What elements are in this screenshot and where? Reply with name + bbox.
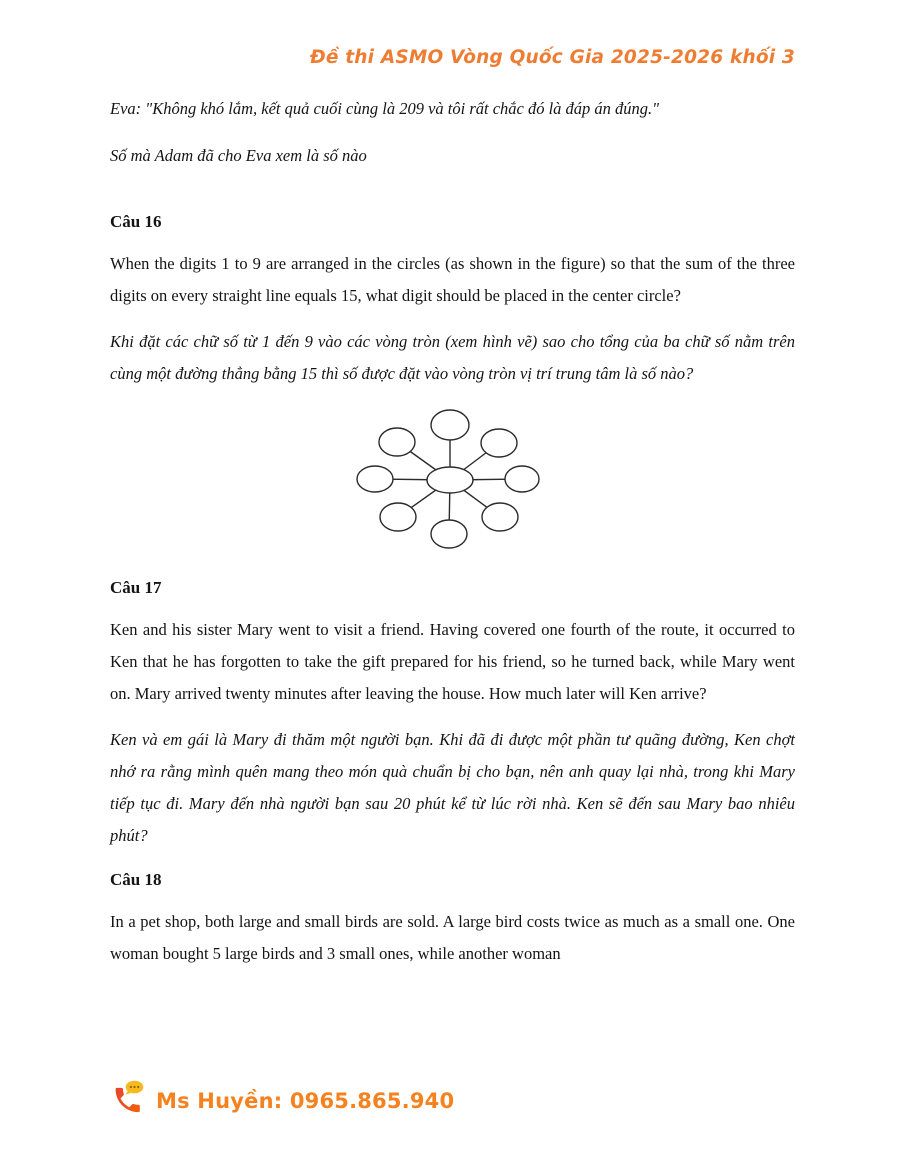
outer-circle-northwest xyxy=(379,428,415,456)
phone-chat-icon xyxy=(108,1078,148,1118)
question-16-english: When the digits 1 to 9 are arranged in the circles (as shown in the figure) so that the sum of the three digits on every straight line equals 15, what digit should be placed in the center circle? xyxy=(110,254,795,305)
contact-footer xyxy=(108,1078,454,1118)
circle-star-figure xyxy=(328,398,578,560)
question-16-vietnamese: Khi đặt các chữ số từ 1 đến 9 vào các vòng tròn (xem hình vẽ) sao cho tổng của ba chữ số nằm trên cùng một đường thẳng bằng 15 thì số được đặt vào vòng tròn vị trí trung tâm là số nào? xyxy=(110,332,795,383)
center-circle xyxy=(427,467,473,493)
circle-diagram-svg xyxy=(328,398,578,560)
question-17-vietnamese: Ken và em gái là Mary đi thăm một người bạn. Khi đã đi được một phần tư quãng đường, Ken chợt nhớ ra rằng mình quên mang theo món quà chuẩn bị cho bạn, nên anh quay lại nhà, trong khi Mary tiếp tục đi. Mary đến nhà người bạn sau 20 phút kể từ lúc rời nhà. Ken sẽ đến sau Mary bao nhiêu phút? xyxy=(110,730,795,845)
outer-circle-southwest xyxy=(380,503,416,531)
question-16-label: Câu 16 xyxy=(110,212,162,231)
question-18-label: Câu 18 xyxy=(110,870,162,889)
contact-phone-text: Ms Huyền: 0965.865.940 xyxy=(156,1089,455,1113)
chat-bubble xyxy=(126,1081,144,1095)
page-title: Đề thi ASMO Vòng Quốc Gia 2025-2026 khối 3 xyxy=(310,47,795,68)
outer-circle-west xyxy=(357,466,393,492)
intro-eva-line: Eva: "Không khó lắm, kết quả cuối cùng là 209 và tôi rất chắc đó là đáp án đúng." xyxy=(110,99,660,118)
question-17-label: Câu 17 xyxy=(110,578,162,597)
outer-circle-north xyxy=(431,410,469,440)
intro-adam-line: Số mà Adam đã cho Eva xem là số nào xyxy=(110,146,367,165)
question-17-english: Ken and his sister Mary went to visit a friend. Having covered one fourth of the route, it occurred to Ken that he has forgotten to take the gift prepared for his friend, so he turned back, while Mary went on. Mary arrived twenty minutes after leaving the house. How much later will Ken arrive? xyxy=(110,620,795,703)
question-18-english: In a pet shop, both large and small birds are sold. A large bird costs twice as much as a small one. One woman bought 5 large birds and 3 small ones, while another woman xyxy=(110,912,795,963)
outer-circle-southeast xyxy=(482,503,518,531)
outer-circle-south xyxy=(431,520,467,548)
outer-circle-east xyxy=(505,466,539,492)
outer-circle-northeast xyxy=(481,429,517,457)
